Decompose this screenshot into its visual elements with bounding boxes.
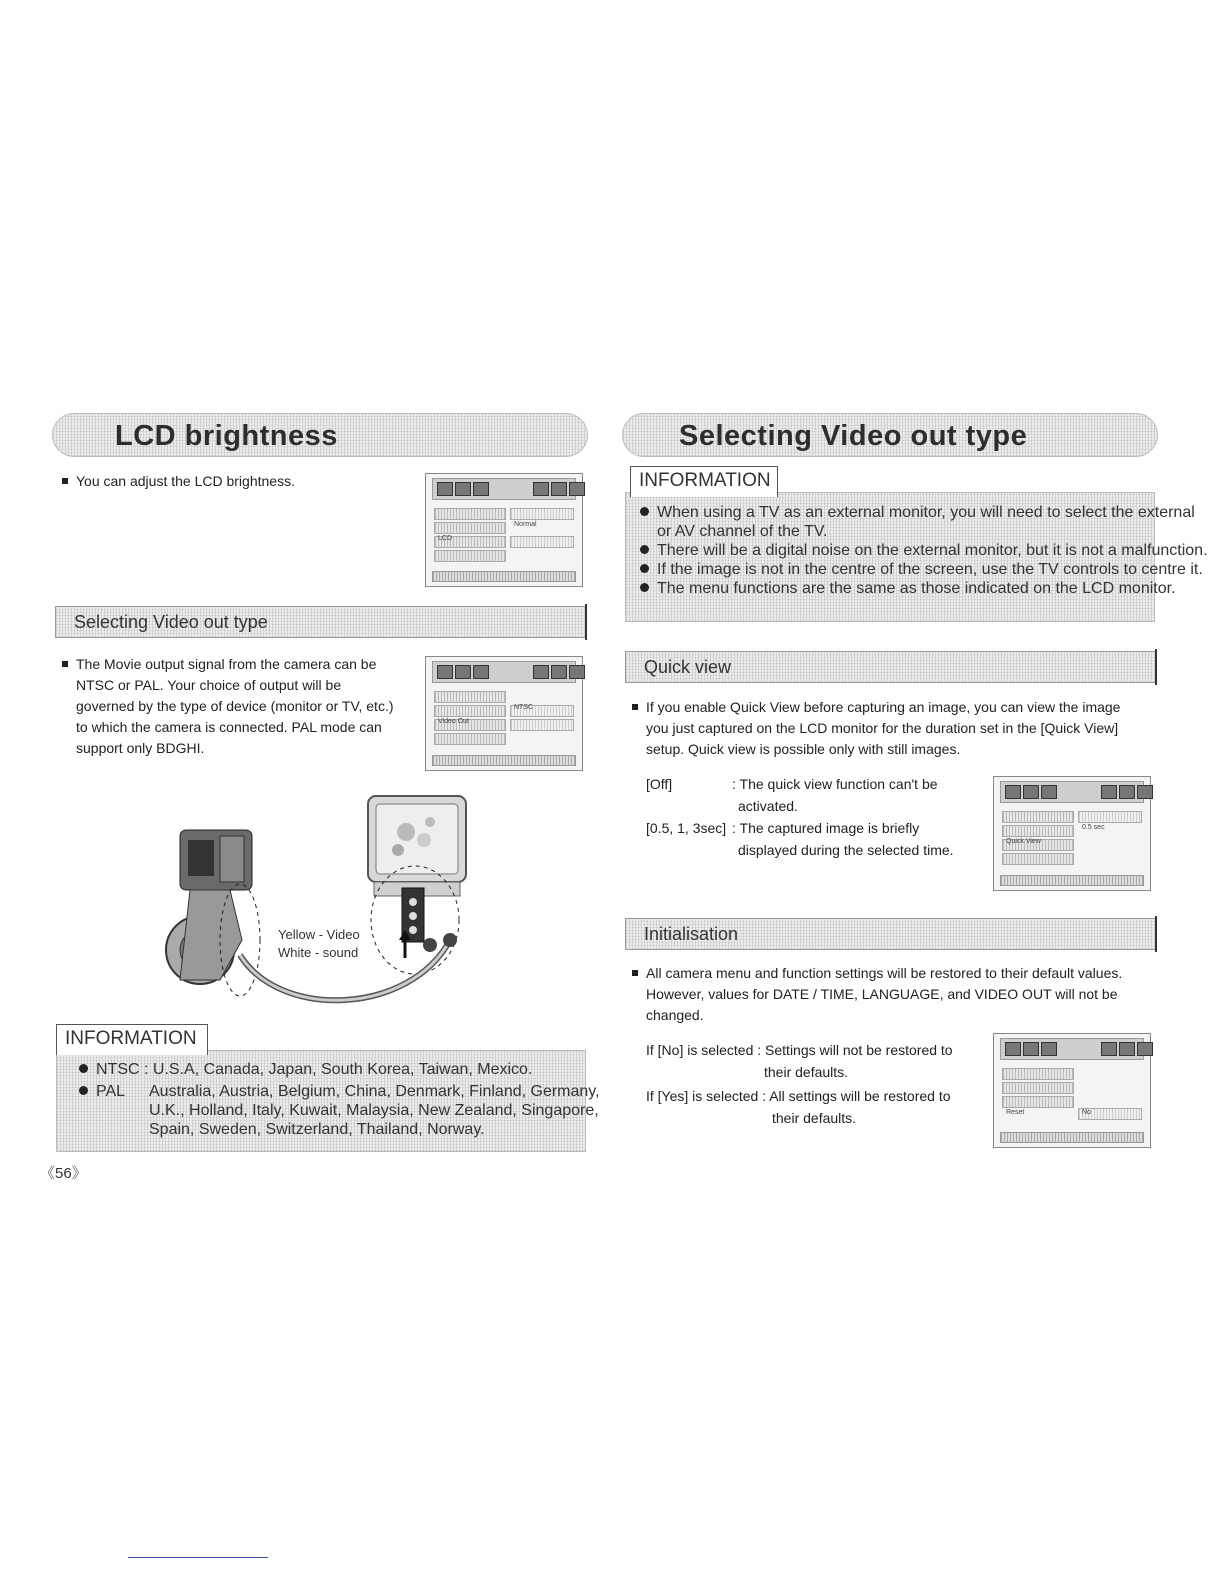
video-out-body: The Movie output signal from the camera can be NTSC or PAL. Your choice of output will be governed by the type of device (monitor or TV, etc.) to which the camera is connected. PAL mode can support only BDGHI. — [62, 654, 402, 759]
screen-value-label: Normal — [514, 521, 537, 528]
bullet-dot-icon — [640, 507, 649, 516]
camera-tv-connection-diagram — [160, 790, 480, 1020]
bullet-dot-icon — [79, 1086, 88, 1095]
video-out-header — [622, 413, 1158, 457]
page-number: 《56》 — [40, 1165, 87, 1182]
bullet-dot-icon — [640, 564, 649, 573]
bullet-dot-icon — [79, 1064, 88, 1073]
lcd-menu-screenshot — [425, 473, 583, 587]
quick-view-menu-screenshot — [993, 776, 1151, 891]
menu-tab-bar — [432, 661, 576, 683]
initialisation-body: All camera menu and function settings will be restored to their default values. However, values for DATE / TIME, LANGUAGE, and VIDEO OUT will not be changed. — [632, 963, 1122, 1026]
screen-row-label: Quick View — [1006, 838, 1041, 845]
screen-row-label: Reset — [1006, 1109, 1025, 1116]
information-tab: INFORMATION — [630, 466, 778, 497]
bullet-icon — [62, 478, 68, 484]
pal-line: PAL — [79, 1082, 125, 1101]
screen-value-label: 0.5 sec — [1082, 824, 1105, 831]
bullet-icon — [62, 661, 68, 667]
camera-icon — [166, 830, 252, 984]
initialisation-menu-screenshot — [993, 1033, 1151, 1148]
video-out-subheader: Selecting Video out type — [55, 606, 587, 638]
video-out-menu-screenshot — [425, 656, 583, 771]
screen-row-label: LCD — [438, 535, 453, 542]
page-title: LCD brightness — [115, 420, 338, 452]
white-sound-label: White - sound — [278, 945, 359, 960]
information-tab: INFORMATION — [56, 1024, 208, 1055]
initialisation-subheader: Initialisation — [625, 918, 1157, 950]
screen-value-label: No — [1082, 1109, 1091, 1116]
menu-tab-bar — [432, 478, 576, 500]
menu-tab-bar — [1000, 1038, 1144, 1060]
page-title: Selecting Video out type — [679, 420, 1028, 452]
information-box: When using a TV as an external monitor, you will need to select the external or AV channel of the TV. There will be a digital noise on the external monitor, but it is not a malfunction. If the image is not in the centre of the screen, use the TV controls to centre it. The menu functions are the same as those indicated on the LCD monitor. — [625, 492, 1155, 622]
bullet-dot-icon — [640, 545, 649, 554]
quick-view-subheader: Quick view — [625, 651, 1157, 683]
lcd-intro: You can adjust the LCD brightness. — [62, 471, 295, 492]
footnote-rule — [128, 1557, 268, 1558]
quick-view-body: If you enable Quick View before capturing an image, you can view the image you just captured on the LCD monitor for the duration set in the [Quick View] setup. Quick view is possible only with still images. — [632, 697, 1120, 760]
information-box — [56, 1050, 600, 1152]
bullet-dot-icon — [640, 583, 649, 592]
pal-countries: Australia, Austria, Belgium, China, Denmark, Finland, Germany, U.K., Holland, Italy, Kuwait, Malaysia, New Zealand, Singapore, Spain, Sweden, Switzerland, Thailand, Norway. — [149, 1083, 600, 1138]
menu-tab-bar — [1000, 781, 1144, 803]
tv-icon — [368, 796, 466, 896]
screen-row-label: Video Out — [438, 718, 470, 725]
ntsc-line: NTSC : U.S.A, Canada, Japan, South Korea, Taiwan, Mexico. — [79, 1060, 532, 1079]
bullet-icon — [632, 970, 638, 976]
lcd-brightness-header — [52, 413, 588, 457]
screen-value-label: NTSC — [514, 704, 534, 711]
yellow-video-label: Yellow - Video — [278, 927, 360, 942]
bullet-icon — [632, 704, 638, 710]
